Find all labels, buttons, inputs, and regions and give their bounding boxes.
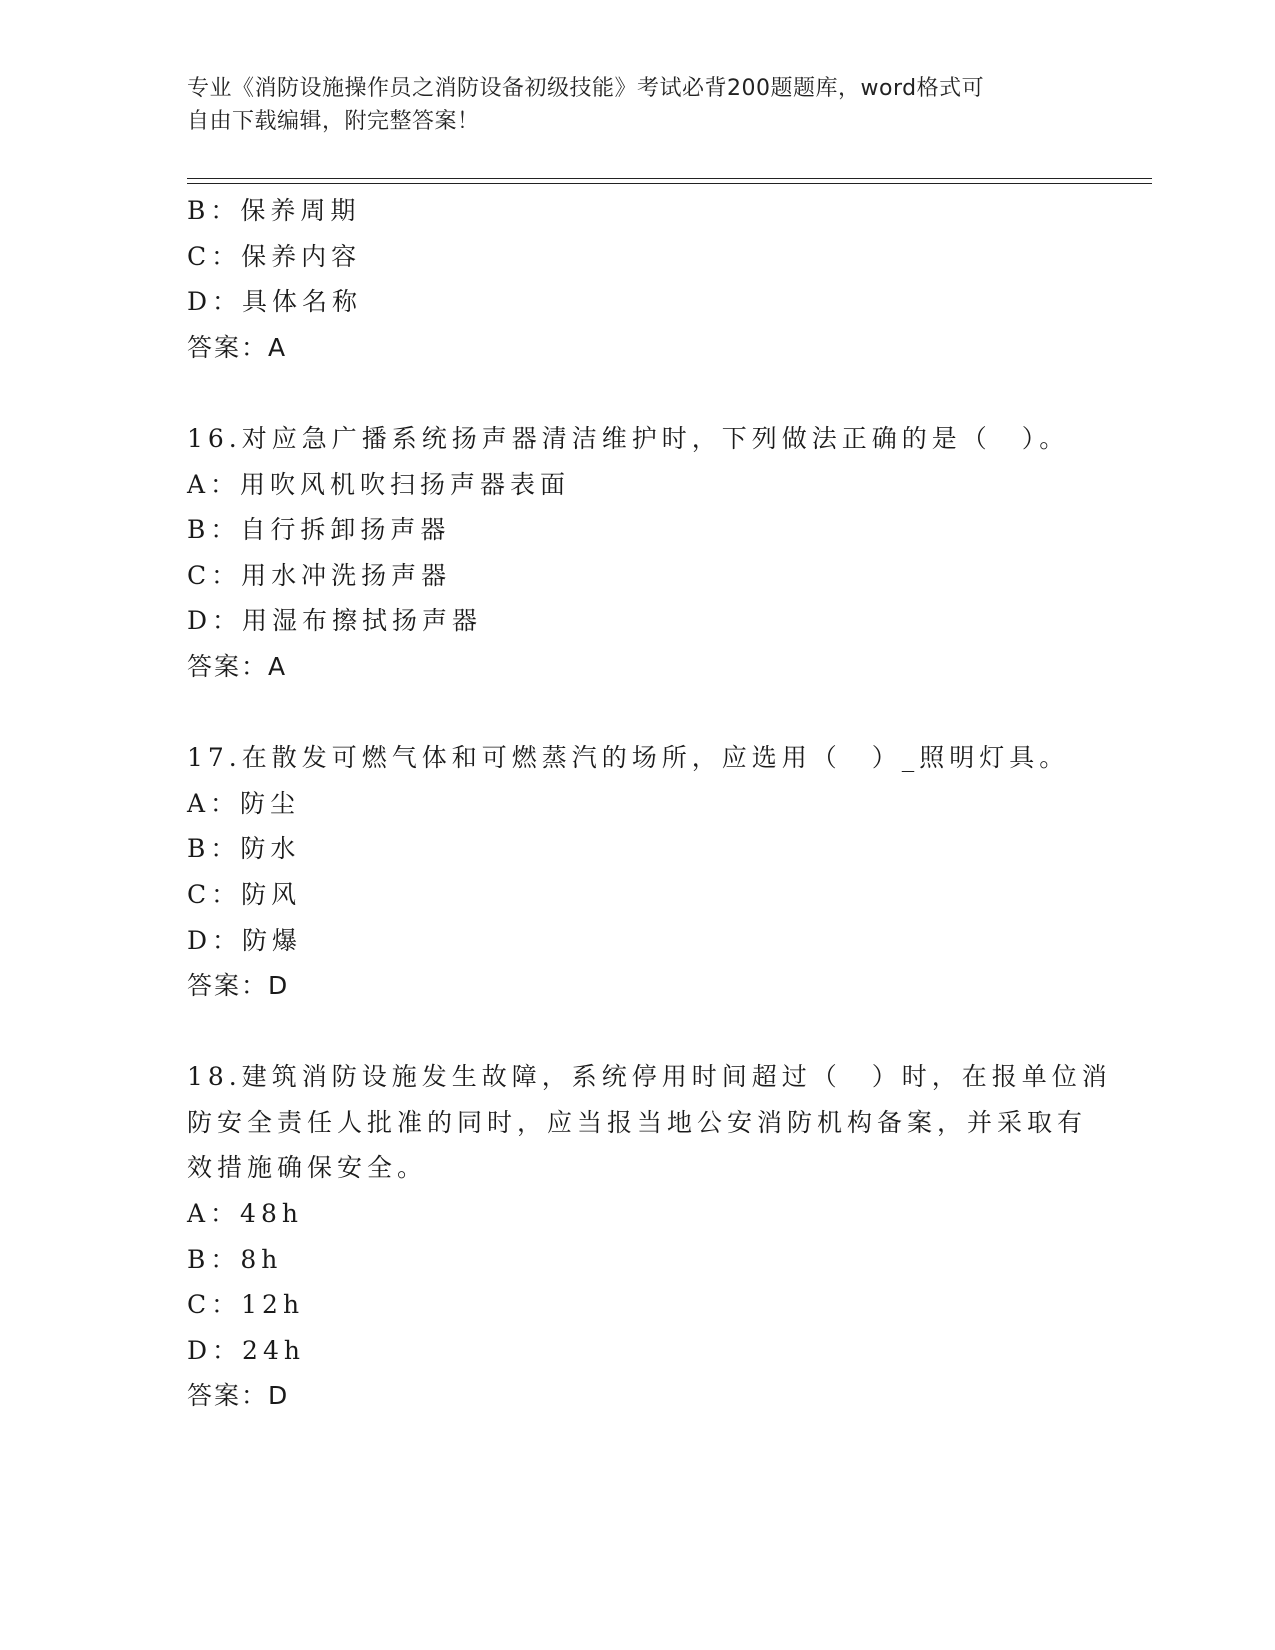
option-a: A：48h — [187, 1199, 303, 1229]
header-line-2: 自由下载编辑，附完整答案！ — [187, 109, 480, 134]
question-18 — [187, 1054, 1112, 1419]
option-b: B：保养周期 — [187, 196, 361, 225]
question-text-line-2: 防安全责任人批准的同时，应当报当地公安消防机构备案，并采取有 — [187, 1107, 1088, 1137]
question-17 — [187, 735, 1087, 1009]
spacer — [187, 370, 1087, 416]
option-d: D：24h — [187, 1335, 305, 1365]
question-text: 16.对应急广播系统扬声器清洁维护时，下列做法正确的是（ ）。 — [187, 423, 1070, 453]
question-list — [187, 188, 1112, 1419]
option-c: C：12h — [187, 1290, 305, 1320]
question-text-line-3: 效措施确保安全。 — [187, 1153, 428, 1183]
answer: 答案：A — [187, 651, 288, 681]
answer: 答案：A — [187, 332, 288, 362]
option-d: D：具体名称 — [187, 287, 363, 317]
option-c: C：防风 — [187, 879, 302, 909]
option-a: A：用吹风机吹扫扬声器表面 — [187, 469, 571, 499]
option-b: B：自行拆卸扬声器 — [187, 515, 451, 545]
option-d: D：用湿布擦拭扬声器 — [187, 606, 483, 636]
option-b: B：8h — [187, 1244, 283, 1274]
question-text-line-1: 18.建筑消防设施发生故障，系统停用时间超过（ ）时，在报单位消 — [187, 1062, 1112, 1092]
answer: 答案：D — [187, 971, 290, 1001]
header-line-1: 专业《消防设施操作员之消防设备初级技能》考试必背200题题库，word格式可 — [187, 76, 985, 101]
spacer — [187, 1009, 1087, 1055]
option-c: C：用水冲洗扬声器 — [187, 560, 452, 590]
document-header — [187, 72, 1067, 138]
question-15-tail — [187, 188, 1087, 370]
answer: 答案：D — [187, 1381, 290, 1411]
question-16 — [187, 416, 1087, 690]
option-b: B：防水 — [187, 834, 301, 864]
question-text: 17.在散发可燃气体和可燃蒸汽的场所，应选用（ ）_照明灯具。 — [187, 743, 1070, 773]
option-c: C：保养内容 — [187, 241, 362, 271]
spacer — [187, 690, 1087, 736]
header-rule-top — [187, 178, 1152, 179]
header-rule-bottom — [187, 183, 1152, 184]
option-a: A：防尘 — [187, 788, 301, 818]
option-d: D：防爆 — [187, 925, 303, 955]
